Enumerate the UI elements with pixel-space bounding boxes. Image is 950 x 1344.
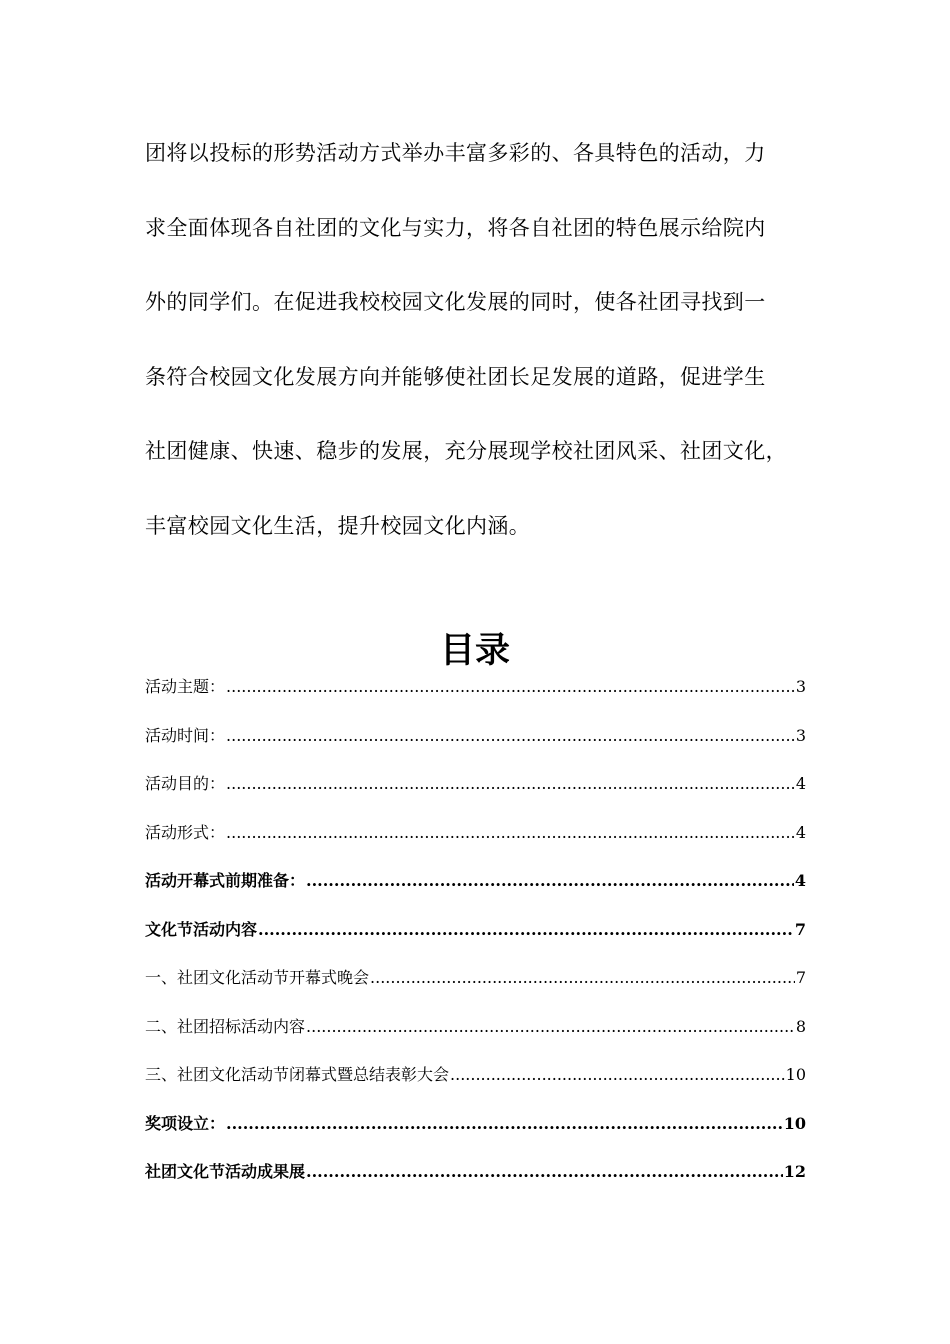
paragraph-line: 团将以投标的形势活动方式举办丰富多彩的、各具特色的活动，力 [145, 141, 766, 165]
toc-leader-dots [306, 1160, 783, 1184]
toc-entry[interactable] [145, 724, 806, 773]
toc-entry-heading[interactable] [145, 1112, 806, 1161]
toc-entry-label: 奖项设立： [145, 1113, 226, 1133]
body-paragraph [145, 133, 825, 580]
toc-entry-label: 社团文化节活动成果展 [145, 1162, 306, 1181]
toc-entry-page: 4 [794, 871, 806, 890]
toc-entry[interactable] [145, 966, 806, 1015]
toc-entry-heading[interactable] [145, 1160, 806, 1209]
toc-entry-label: 活动时间： [145, 725, 226, 745]
toc-entry[interactable] [145, 772, 806, 821]
toc-entry[interactable] [145, 821, 806, 870]
toc-entry-label: 活动主题： [145, 677, 226, 696]
toc-entry-page: 4 [795, 822, 806, 842]
paragraph-line: 求全面体现各自社团的文化与实力，将各自社团的特色展示给院内 [145, 215, 766, 240]
table-of-contents [145, 675, 806, 1209]
toc-entry-page: 10 [783, 1113, 806, 1133]
toc-leader-dots [226, 724, 795, 748]
toc-leader-dots [226, 675, 795, 699]
toc-entry-heading[interactable] [145, 918, 806, 967]
toc-entry-page: 3 [795, 677, 806, 696]
toc-leader-dots [306, 869, 794, 893]
toc-entry-page: 12 [783, 1162, 806, 1181]
toc-entry[interactable] [145, 1063, 806, 1112]
toc-entry-label: 活动目的： [145, 774, 226, 793]
toc-entry-page: 3 [795, 725, 806, 745]
toc-leader-dots [258, 918, 794, 942]
paragraph-line: 丰富校园文化生活，提升校园文化内涵。 [145, 513, 531, 538]
toc-entry-page: 10 [785, 1065, 806, 1084]
toc-entry-label: 活动形式： [145, 822, 226, 842]
toc-leader-dots [226, 772, 795, 796]
toc-entry[interactable] [145, 675, 806, 724]
toc-entry-page: 7 [795, 968, 806, 987]
toc-leader-dots [226, 1112, 783, 1136]
toc-entry-page: 8 [795, 1016, 806, 1036]
toc-entry-label: 二、社团招标活动内容 [145, 1016, 306, 1036]
toc-leader-dots [306, 1015, 795, 1039]
toc-entry-label: 文化节活动内容 [145, 919, 258, 939]
toc-title: 目录 [439, 631, 510, 671]
toc-entry-label: 活动开幕式前期准备： [145, 871, 306, 890]
toc-leader-dots [226, 821, 795, 845]
toc-leader-dots [370, 966, 795, 990]
paragraph-line: 社团健康、快速、稳步的发展，充分展现学校社团风采、社团文化， [145, 439, 787, 463]
toc-entry-label: 三、社团文化活动节闭幕式暨总结表彰大会 [145, 1065, 450, 1084]
toc-entry-page: 7 [794, 919, 806, 939]
toc-leader-dots [450, 1063, 785, 1087]
paragraph-line: 外的同学们。在促进我校校园文化发展的同时，使各社团寻找到一 [145, 290, 766, 314]
paragraph-line: 条符合校园文化发展方向并能够使社团长足发展的道路，促进学生 [145, 364, 766, 389]
toc-entry[interactable] [145, 1015, 806, 1064]
toc-entry-page: 4 [795, 774, 806, 793]
toc-entry-label: 一、社团文化活动节开幕式晚会 [145, 968, 370, 987]
toc-entry-heading[interactable] [145, 869, 806, 918]
